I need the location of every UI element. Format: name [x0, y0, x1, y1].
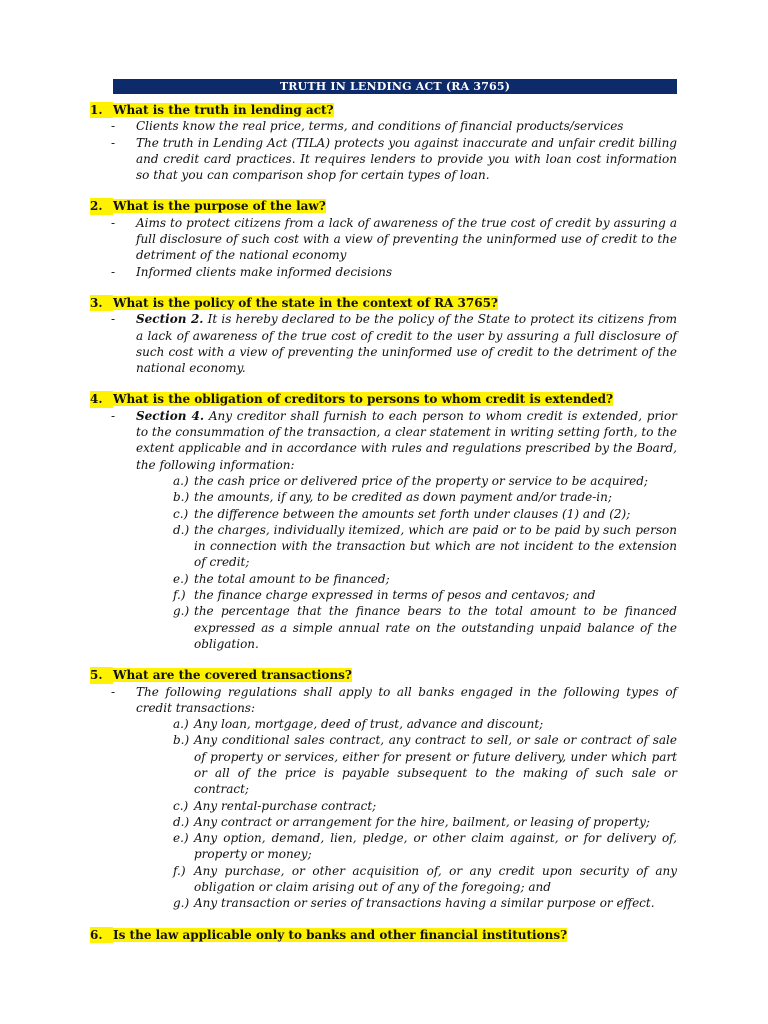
sub-item-text: the percentage that the finance bears to the total amount to be financed expressed as a simple annual rate on the outstanding unpaid balance of the obligation. [194, 604, 677, 651]
question-number: 4. [90, 391, 113, 407]
sub-item-label: d.) [173, 522, 190, 537]
sub-list-item [173, 814, 677, 830]
sub-list-item [173, 895, 677, 911]
sub-item-text: the finance charge expressed in terms of pesos and centavos; and [194, 588, 596, 603]
question-heading [90, 927, 677, 943]
answer-item [111, 408, 677, 652]
sub-item-text: Any conditional sales contract, any contract to sell, or sale or contract of sale of property or services, either for present or future delivery, under which part or all of the price is payable subsequent to the making of such sale or contract; [194, 733, 677, 797]
question-number: 2. [90, 198, 113, 214]
sub-item-label: b.) [173, 490, 190, 505]
section-5 [90, 667, 677, 911]
sub-list-item [173, 603, 677, 652]
sub-item-text: the total amount to be financed; [194, 571, 390, 586]
answer-list [90, 118, 677, 183]
answer-text: Informed clients make informed decisions [136, 264, 392, 279]
question-text: What is the policy of the state in the context of RA 3765? [113, 295, 498, 310]
document-title: TRUTH IN LENDING ACT (RA 3765) [113, 79, 677, 94]
sub-item-text: Any option, demand, lien, pledge, or other claim against, or for delivery of, property or money; [194, 831, 677, 862]
sub-item-label: a.) [173, 473, 189, 488]
sub-list-item [173, 798, 677, 814]
answer-item [111, 215, 677, 264]
sub-item-text: Any purchase, or other acquisition of, or any credit upon security of any obligation or claim arising out of any of the foregoing; and [194, 863, 677, 895]
sub-item-label: d.) [173, 814, 190, 829]
question-text: What is the truth in lending act? [113, 103, 334, 117]
sub-item-label: e.) [173, 571, 189, 586]
question-number: 5. [90, 667, 113, 683]
section-4 [90, 391, 677, 652]
question-number: 6. [90, 927, 113, 943]
sub-list-item [173, 522, 677, 571]
section-3 [90, 295, 677, 376]
answer-list [90, 408, 677, 652]
sub-item-label: e.) [173, 831, 189, 846]
answer-text: Aims to protect citizens from a lack of awareness of the true cost of credit by assuring a full disclosure of such cost with a view of preventing the uninformed use of credit to the detriment of the national economy [136, 215, 677, 263]
answer-text: Any creditor shall furnish to each person to whom credit is extended, prior to the consummation of the transaction, a clear statement in writing setting forth, to the extent applicable and in accordance with rules and regulations prescribed by the Board, the following information: [136, 408, 677, 472]
question-heading [90, 198, 677, 214]
question-heading [90, 295, 677, 311]
sub-item-text: the amounts, if any, to be credited as down payment and/or trade-in; [194, 490, 612, 505]
answer-item [111, 135, 677, 184]
sub-list-item [173, 863, 677, 896]
sub-item-text: the difference between the amounts set forth under clauses (1) and (2); [194, 506, 631, 521]
question-heading [90, 102, 677, 118]
sub-item-text: Any loan, mortgage, deed of trust, advance and discount; [194, 717, 544, 732]
sub-item-label: a.) [173, 717, 189, 732]
question-text: What is the obligation of creditors to persons to whom credit is extended? [113, 392, 614, 407]
sub-list-item [173, 506, 677, 522]
sub-item-text: the cash price or delivered price of the property or service to be acquired; [194, 473, 648, 488]
sub-item-label: f.) [173, 588, 186, 603]
sub-item-label: g.) [173, 896, 190, 911]
question-heading [90, 391, 677, 407]
sub-item-label: c.) [173, 798, 189, 813]
answer-item [111, 684, 677, 912]
section-1 [90, 102, 677, 183]
question-number: 3. [90, 295, 113, 311]
answer-list [90, 215, 677, 280]
sub-item-label: f.) [173, 863, 186, 878]
answer-list [90, 684, 677, 912]
sub-item-text: Any rental-purchase contract; [194, 798, 377, 813]
answer-item [111, 311, 677, 376]
question-text: What is the purpose of the law? [113, 199, 326, 214]
document-body [90, 102, 677, 943]
sub-list [136, 716, 677, 912]
section-6 [90, 927, 677, 943]
sub-list-item [173, 489, 677, 505]
sub-item-label: c.) [173, 506, 189, 521]
question-number: 1. [90, 102, 113, 118]
sub-list-item [173, 473, 677, 489]
sub-item-text: the charges, individually itemized, which are paid or to be paid by such person in connection with the transaction but which are not incident to the extension of credit; [194, 522, 677, 570]
sub-list-item [173, 571, 677, 587]
sub-item-text: Any transaction or series of transactions having a similar purpose or effect. [194, 896, 655, 911]
sub-list-item [173, 830, 677, 863]
answer-text: The truth in Lending Act (TILA) protects you against inaccurate and unfair credit billing and credit card practices. It requires lenders to provide you with loan cost information so that you can comparison shop for certain types of loan. [136, 135, 677, 183]
sub-item-label: b.) [173, 733, 190, 748]
section-reference: Section 2. [136, 312, 204, 327]
sub-item-label: g.) [173, 604, 190, 619]
section-2 [90, 198, 677, 279]
question-text: Is the law applicable only to banks and other financial institutions? [113, 927, 568, 942]
answer-list [90, 311, 677, 376]
sub-list-item [173, 716, 677, 732]
sub-list [136, 473, 677, 652]
answer-item [111, 264, 677, 280]
answer-text: Clients know the real price, terms, and conditions of financial products/services [136, 119, 624, 134]
question-text: What are the covered transactions? [113, 668, 352, 683]
section-reference: Section 4. [136, 408, 205, 423]
sub-item-text: Any contract or arrangement for the hire, bailment, or leasing of property; [194, 814, 650, 829]
sub-list-item [173, 732, 677, 797]
answer-text: The following regulations shall apply to all banks engaged in the following types of credit transactions: [136, 684, 677, 715]
sub-list-item [173, 587, 677, 603]
answer-text: It is hereby declared to be the policy of the State to protect its citizens from a lack of awareness of the true cost of credit to the user by assuring a full disclosure of such cost with a view of preventing the uninformed use of credit to the detriment of the national economy. [136, 312, 677, 376]
question-heading [90, 667, 677, 683]
answer-item [111, 118, 677, 134]
